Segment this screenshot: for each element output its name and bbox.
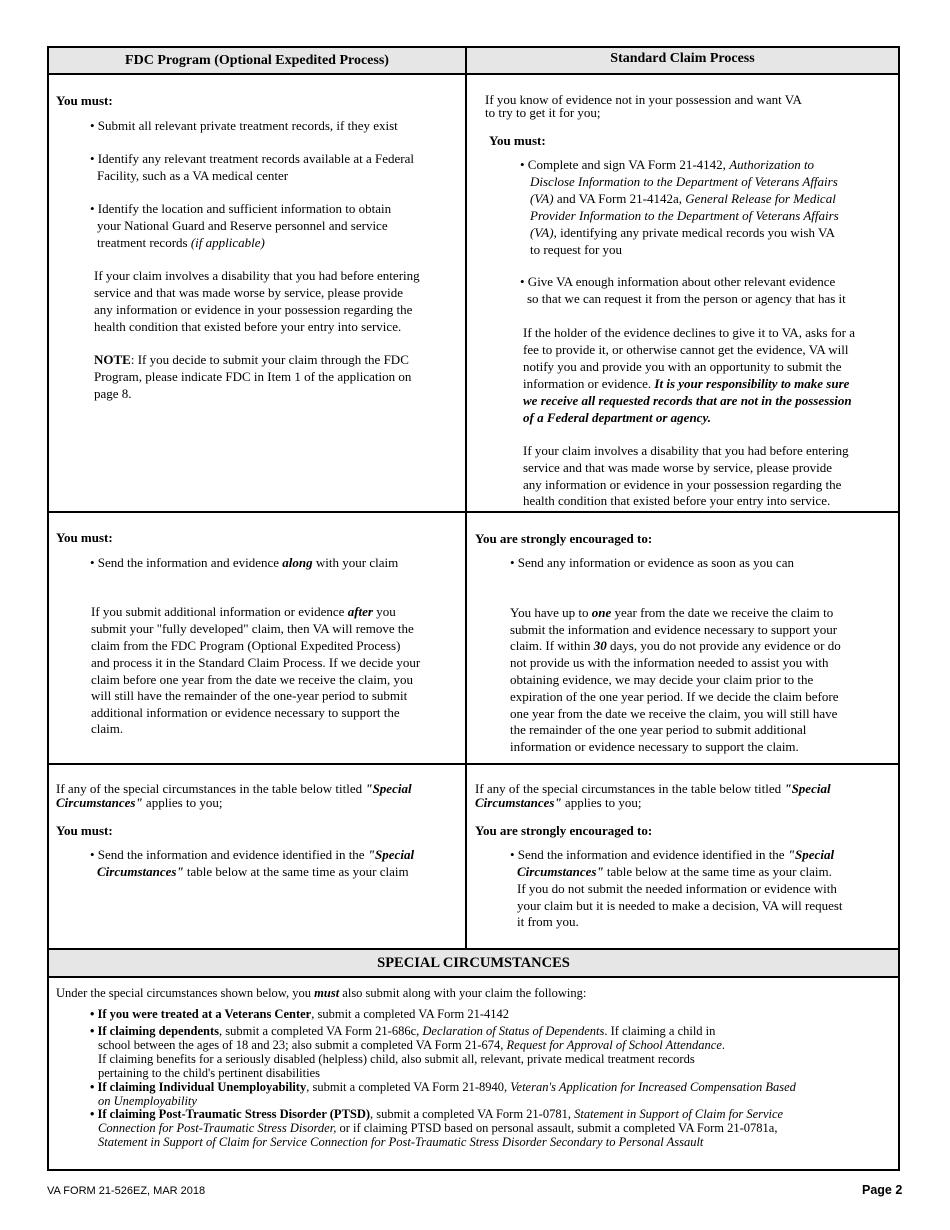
text: (VA) (530, 225, 554, 240)
along-emphasis: along (282, 555, 313, 570)
r1-left-bullet2-l2: Facility, such as a VA medical center (97, 168, 289, 183)
r1-right-p1-l1: If the holder of the evidence declines to give it to VA, asks for a (523, 325, 856, 340)
r2-right-p-l9: information or evidence necessary to support the claim. (510, 739, 799, 754)
note-label: NOTE (94, 352, 131, 367)
text: • Send the information and evidence (90, 555, 283, 570)
text: or if claiming PTSD based on personal assault, submit a completed VA Form 21-0781a, (336, 1121, 778, 1135)
text: , submit a completed VA Form 21-8940, (306, 1080, 511, 1094)
r3-right-encouraged: You are strongly encouraged to: (475, 823, 653, 838)
r2-right-p-l1 (510, 604, 833, 621)
special-header-rule (47, 976, 900, 978)
text: table below at the same time as your claim. (603, 864, 832, 879)
r2-left-bullet (90, 554, 398, 571)
page-number: Page 2 (862, 1183, 903, 1197)
text: year from the date we receive the claim to (611, 605, 834, 620)
text: • Send the information and evidence identified in the (510, 847, 788, 862)
special-ref: "Special (367, 847, 415, 862)
text: , identifying any private medical records you wish VA (553, 225, 836, 240)
special-item-ptsd-l2 (98, 1121, 777, 1135)
row-divider-2 (47, 763, 900, 765)
r1-left-bullet3-l3 (97, 234, 265, 251)
text: If any of the special circumstances in the table below titled (56, 781, 366, 796)
text: , submit a completed VA Form 21-686c, (219, 1024, 423, 1038)
form-title: Request for Approval of School Attendance (506, 1038, 722, 1052)
r1-left-bullet3-l2: your National Guard and Reserve personnel and service (97, 218, 388, 233)
special-ref: "Special (365, 781, 412, 796)
r1-right-b1-l6: to request for you (530, 242, 623, 257)
note-text: : If you decide to submit your claim through the FDC (130, 352, 409, 367)
r1-right-p2-l1: If your claim involves a disability that you had before entering (523, 443, 849, 458)
r1-left-para-l3: any information or evidence in your possession regarding the (94, 302, 413, 317)
text: (VA) (530, 191, 554, 206)
text: you (372, 604, 396, 619)
standard-header (467, 48, 898, 73)
r2-right-bullet: • Send any information or evidence as soon as you can (510, 555, 794, 570)
r2-left-p-l2: submit your "fully developed" claim, then VA will remove the (91, 621, 414, 636)
r1-left-note-l2: Program, please indicate FDC in Item 1 of the application on (94, 369, 412, 384)
r2-left-p-l3: claim from the FDC Program (Optional Expedited Process) (91, 638, 401, 653)
r3-right-b-l4: your claim but it is needed to make a decision, VA will request (517, 898, 843, 913)
text: . (721, 1038, 725, 1052)
r1-right-p2-l2: service and that was made worse by service, please provide (523, 460, 832, 475)
form-title: General Release for Medical (685, 191, 836, 206)
text: and VA Form 21-4142a, (553, 191, 686, 206)
r2-right-encouraged: You are strongly encouraged to: (475, 531, 653, 546)
special-header (49, 950, 898, 976)
if-applicable: (if applicable) (190, 235, 265, 250)
r1-right-you-must: You must: (489, 133, 546, 148)
r1-left-bullet1: • Submit all relevant private treatment records, if they exist (90, 118, 398, 133)
text: information or evidence. (523, 376, 655, 391)
form-number: VA FORM 21-526EZ, MAR 2018 (47, 1185, 206, 1197)
special-ref: Circumstances" (475, 795, 562, 810)
r1-left-para-l1: If your claim involves a disability that you had before entering (94, 268, 420, 283)
form-title: Statement in Support of Claim for Service (574, 1107, 784, 1121)
r1-right-p1-l6: of a Federal department or agency. (523, 410, 711, 425)
standard-header-text: Standard Claim Process (610, 51, 755, 66)
r2-right-p-l4: not provide us with the information needed to assist you with (510, 655, 829, 670)
r2-right-p-l8: the remainder of the one year period to submit additional (510, 722, 807, 737)
r2-left-p-l4: and process it in the Standard Claim Process. If we decide your (91, 655, 421, 670)
r3-right-b-l5: it from you. (517, 914, 579, 929)
special-item-unemployability-l1 (90, 1080, 796, 1094)
text: days, you do not provide any evidence or do (606, 638, 841, 653)
r1-right-b1-l1 (520, 156, 814, 173)
text: . If claiming a child in (604, 1024, 716, 1038)
r1-right-b2-l1: • Give VA enough information about other relevant evidence (520, 274, 836, 289)
r2-left-p-l1 (91, 603, 396, 620)
text: If any of the special circumstances in the table below titled (475, 781, 785, 796)
r3-left-b-l1 (90, 846, 414, 863)
r1-left-bullet3-l1: • Identify the location and sufficient information to obtain (90, 201, 392, 216)
r1-right-intro-l2: to try to get it for you; (485, 105, 601, 120)
r1-right-p2-l3: any information or evidence in your possession regarding the (523, 477, 842, 492)
text: applies to you; (561, 795, 642, 810)
text: , submit a completed VA Form 21-0781, (370, 1107, 575, 1121)
special-intro (56, 986, 586, 1000)
r3-right-b-l3: If you do not submit the needed information or evidence with (517, 881, 837, 896)
text: also submit along with your claim the following: (339, 986, 587, 1000)
text: school between the ages of 18 and 23; also submit a completed VA Form 21-674, (98, 1038, 507, 1052)
text: If you submit additional information or evidence (91, 604, 348, 619)
r3-left-intro-l2 (56, 794, 222, 811)
special-ref: Circumstances" (56, 795, 143, 810)
r2-right-p-l7: one year from the date we receive the claim, you will still have (510, 706, 838, 721)
form-title: Veteran's Application for Increased Compensation Based (510, 1080, 796, 1094)
special-item-ptsd-l1 (90, 1107, 783, 1121)
fdc-header (49, 48, 465, 73)
r2-left-you-must: You must: (56, 530, 113, 545)
r1-right-p1-l3: notify you and provide you with an opportunity to submit the (523, 359, 842, 374)
text: with your claim (312, 555, 399, 570)
r2-right-p-l5: obtaining evidence, we may decide your claim prior to the (510, 672, 814, 687)
thirty-emphasis: 30 (593, 638, 607, 653)
special-item-dependents-l3: If claiming benefits for a seriously disabled (helpless) child, also submit all, relevant, private medical treatment records (98, 1052, 695, 1066)
one-emphasis: one (591, 605, 612, 620)
text: applies to you; (142, 795, 223, 810)
row-divider-1 (47, 511, 900, 513)
special-ref: Circumstances" (97, 864, 184, 879)
r1-right-b1-l5 (530, 224, 835, 241)
r1-right-b2-l2: so that we can request it from the person or agency that has it (527, 291, 846, 306)
r3-left-you-must: You must: (56, 823, 113, 838)
r1-right-b1-l3 (530, 190, 836, 207)
r2-left-p-l6: will still have the remainder of the one-year period to submit (91, 688, 408, 703)
r3-right-b-l2 (517, 863, 832, 880)
special-item-veterans-center (90, 1007, 509, 1021)
text: table below at the same time as your claim (183, 864, 409, 879)
r2-right-p-l6: expiration of the one year period. If we decide the claim before (510, 689, 839, 704)
text: • Send the information and evidence identified in the (90, 847, 368, 862)
special-header-text: SPECIAL CIRCUMSTANCES (377, 955, 570, 971)
special-ref: "Special (787, 847, 835, 862)
special-ref: "Special (784, 781, 831, 796)
r2-left-p-l7: additional information or evidence necessary to support the (91, 705, 400, 720)
special-item-dependents-l1 (90, 1024, 715, 1038)
form-title: Authorization to (729, 157, 815, 172)
item-lead: • If claiming dependents (90, 1024, 220, 1038)
after-emphasis: after (347, 604, 373, 619)
r1-left-para-l2: service and that was made worse by service, please provide (94, 285, 403, 300)
form-title: Declaration of Status of Dependents (422, 1024, 605, 1038)
r3-right-b-l1 (510, 846, 834, 863)
must-emphasis: must (314, 986, 340, 1000)
r1-left-note-l3: page 8. (94, 386, 132, 401)
fdc-header-text: FDC Program (Optional Expedited Process) (125, 53, 389, 68)
form-title: Connection for Post-Traumatic Stress Disorder, (98, 1121, 337, 1135)
r1-left-note-l1 (94, 351, 409, 368)
item-lead: • If you were treated at a Veterans Center (90, 1007, 312, 1021)
special-ref: Circumstances" (517, 864, 604, 879)
special-item-dependents-l4: pertaining to the child's pertinent disabilities (98, 1066, 320, 1080)
r1-right-b1-l2: Disclose Information to the Department of Veterans Affairs (530, 174, 838, 189)
r1-right-p1-l2: fee to provide it, or otherwise cannot get the evidence, VA will (523, 342, 849, 357)
r1-right-p2-l4: health condition that existed before your entry into service. (523, 493, 831, 508)
r1-right-p1-l4 (523, 375, 849, 392)
r2-left-p-l8: claim. (91, 721, 124, 736)
text: You have up to (510, 605, 592, 620)
column-divider (465, 46, 467, 950)
r3-left-b-l2 (97, 863, 409, 880)
r1-left-you-must: You must: (56, 93, 113, 108)
r1-left-bullet2-l1: • Identify any relevant treatment records available at a Federal (90, 151, 414, 166)
r2-right-p-l3 (510, 637, 841, 654)
r1-right-intro-l1: If you know of evidence not in your possession and want VA (485, 92, 802, 107)
text: , submit a completed VA Form 21-4142 (311, 1007, 510, 1021)
r3-right-intro-l2 (475, 794, 641, 811)
responsibility-text: It is your responsibility to make sure (654, 376, 850, 391)
header-rule (47, 73, 900, 75)
text: Under the special circumstances shown below, you (56, 986, 315, 1000)
r2-left-p-l5: claim before one year from the date we receive the claim, you (91, 672, 413, 687)
r1-right-b1-l4: Provider Information to the Department of Veterans Affairs (530, 208, 839, 223)
text: • Complete and sign VA Form 21-4142, (520, 157, 730, 172)
text: claim. If within (510, 638, 594, 653)
special-item-unemployability-l2: on Unemployability (98, 1094, 197, 1108)
item-lead: • If claiming Individual Unemployability (90, 1080, 307, 1094)
r1-left-para-l4: health condition that existed before your entry into service. (94, 319, 402, 334)
r2-right-p-l2: submit the information and evidence necessary to support your (510, 622, 838, 637)
special-item-ptsd-l3: Statement in Support of Claim for Service Connection for Post-Traumatic Stress Disorder Secondary to Personal Assault (98, 1135, 704, 1149)
item-lead: • If claiming Post-Traumatic Stress Disorder (PTSD) (90, 1107, 371, 1121)
r1-right-p1-l5: we receive all requested records that are not in the possession (523, 393, 852, 408)
text: treatment records (97, 235, 191, 250)
special-item-dependents-l2 (98, 1038, 725, 1052)
